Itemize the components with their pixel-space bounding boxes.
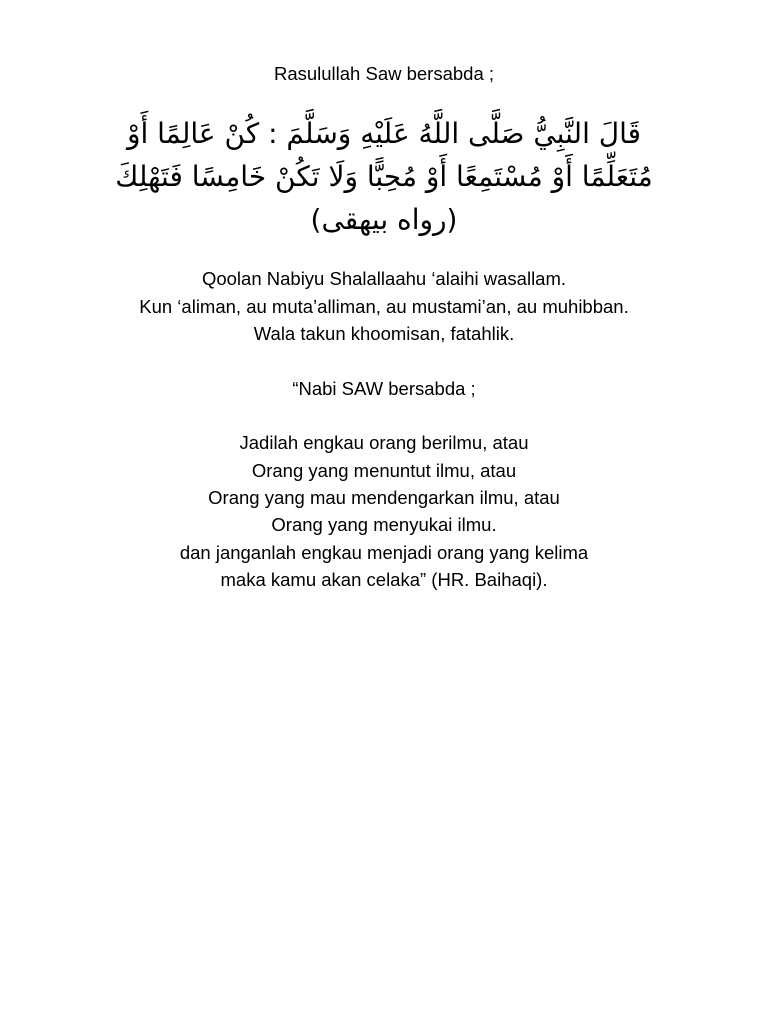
arabic-hadith-line-1: قَالَ النَّبِيُّ صَلَّى اللَّهُ عَلَيْهِ وَسَلَّمَ : كُنْ عَالِمًا أَوْ <box>126 117 642 150</box>
translation-intro: “Nabi SAW bersabda ; <box>292 378 476 399</box>
transliteration-line: Wala takun khoomisan, fatahlik. <box>253 323 515 344</box>
transliteration-line: Kun ‘aliman, au muta’alliman, au mustami’an, au muhibban. <box>139 296 629 317</box>
heading: Rasulullah Saw bersabda ; <box>273 63 495 84</box>
translation-line: Orang yang menyukai ilmu. <box>271 514 497 535</box>
transliteration-line: Qoolan Nabiyu Shalallaahu ‘alaihi wasallam. <box>201 268 567 289</box>
translation-line: maka kamu akan celaka” (HR. Baihaqi). <box>220 569 548 590</box>
translation-line: dan janganlah engkau menjadi orang yang kelima <box>179 542 589 563</box>
arabic-narration-source: (رواه بيهقى) <box>310 203 458 236</box>
translation-line: Jadilah engkau orang berilmu, atau <box>239 432 529 453</box>
arabic-hadith-line-2: مُتَعَلِّمًا أَوْ مُسْتَمِعًا أَوْ مُحِبًّا وَلَا تَكُنْ خَامِسًا فَتَهْلِكَ <box>115 160 653 193</box>
translation-line: Orang yang mau mendengarkan ilmu, atau <box>208 487 560 508</box>
translation-line: Orang yang menuntut ilmu, atau <box>251 460 517 481</box>
